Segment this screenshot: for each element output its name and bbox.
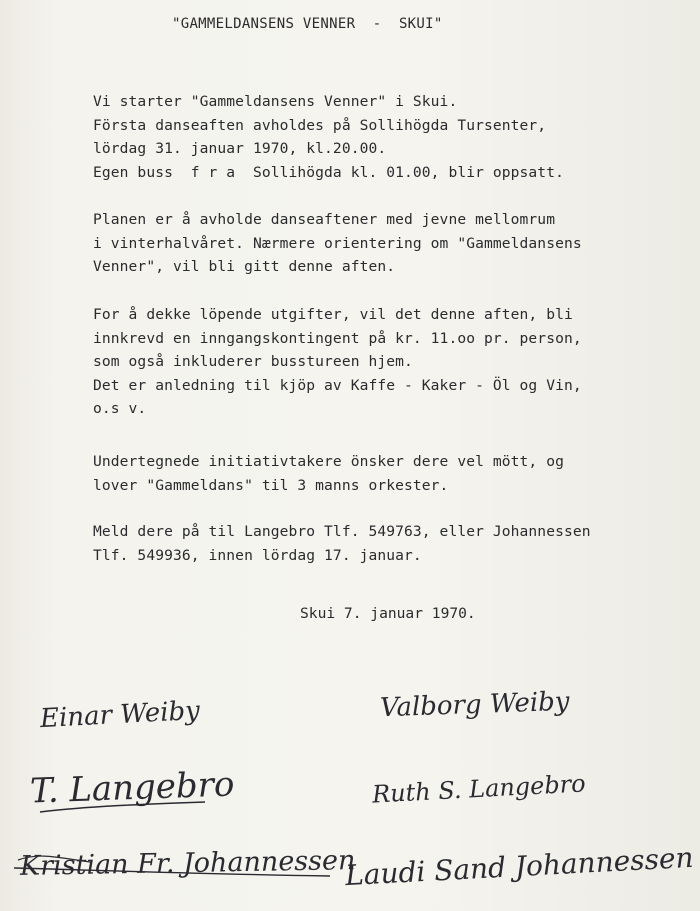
text-line: Undertegnede initiativtakere önsker dere vel mött, og <box>93 453 564 470</box>
signature-underline <box>14 868 330 876</box>
signature-ruth-s-langebro: Ruth S. Langebro <box>371 769 587 809</box>
text-line: Venner", vil bli gitt denne aften. <box>93 258 396 275</box>
text-line: Meld dere på til Langebro Tlf. 549763, eller Johannessen <box>93 523 591 540</box>
text-line: som også inkluderer busstureen hjem. <box>93 353 413 370</box>
signature-valborg-weiby: Valborg Weiby <box>379 686 570 724</box>
signature-einar-weiby: Einar Weiby <box>39 695 201 735</box>
text-line: For å dekke löpende utgifter, vil det denne aften, bli <box>93 306 573 323</box>
signature-underline <box>18 856 90 862</box>
document-date: Skui 7. januar 1970. <box>300 605 476 622</box>
signature-laudi-sand-johannessen: Laudi Sand Johannessen <box>344 840 695 893</box>
text-line: Det er anledning til kjöp av Kaffe - Kaker - Öl og Vin, <box>93 376 582 394</box>
text-line: i vinterhalvåret. Nærmere orientering om "Gammeldansens <box>93 234 582 252</box>
text-line: lördag 31. januar 1970, kl.20.00. <box>93 140 387 157</box>
signature-t-langebro: T. Langebro <box>29 764 236 812</box>
text-line: Tlf. 549936, innen lördag 17. januar. <box>93 546 422 564</box>
signature-underline <box>40 802 205 812</box>
text-line: Vi starter "Gammeldansens Venner" i Skui. <box>93 93 458 110</box>
document-title: "GAMMELDANSENS VENNER - SKUI" <box>172 16 443 32</box>
text-line: Första danseaften avholdes på Sollihögda Tursenter, <box>93 116 547 134</box>
signature-kristian-fr-johannessen: Kristian Fr. Johannessen <box>19 845 356 882</box>
text-line: Planen er å avholde danseaftener med jevne mellomrum <box>93 211 556 228</box>
text-line: innkrevd en inngangskontingent på kr. 11.oo pr. person, <box>93 329 582 347</box>
text-line: Egen buss f r a Sollihögda kl. 01.00, blir oppsatt. <box>93 163 564 181</box>
text-line: lover "Gammeldans" til 3 manns orkester. <box>93 476 449 494</box>
text-line: o.s v. <box>93 400 147 417</box>
